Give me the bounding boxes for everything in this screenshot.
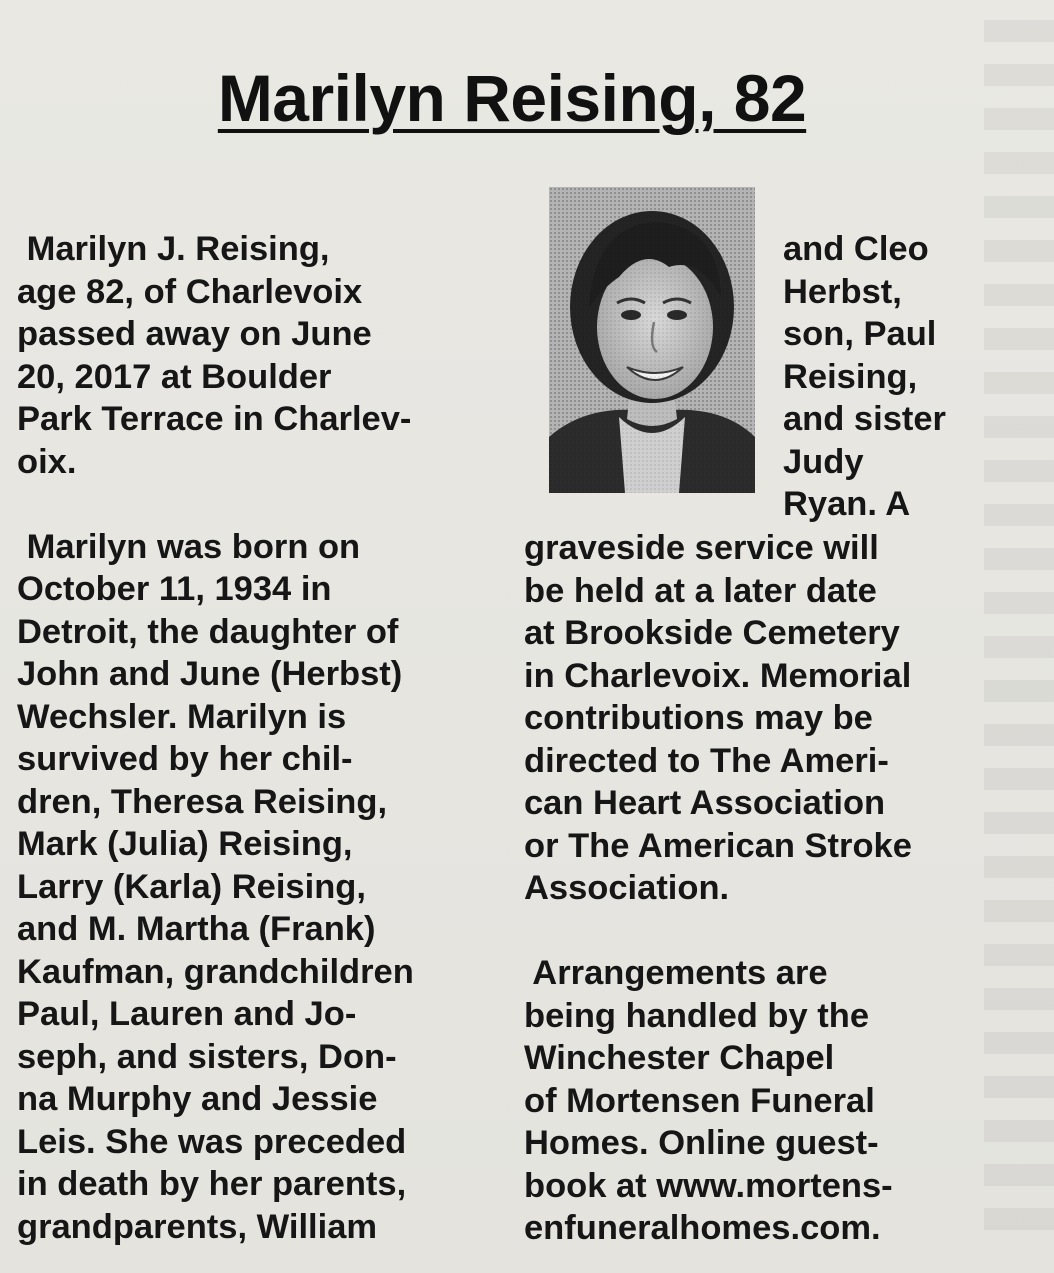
column-left-line: Kaufman, grandchildren (17, 952, 414, 991)
column-right-line: or The American Stroke (524, 826, 912, 865)
column-right-line: being handled by the (524, 996, 870, 1035)
column-right-line: enfuneralhomes.com. (524, 1209, 881, 1247)
column-right-line: Association. (524, 869, 730, 907)
obituary-headline (0, 52, 1024, 144)
column-right-line: Arrangements are (524, 954, 828, 992)
column-left-line: na Murphy and Jessie (17, 1080, 378, 1118)
column-left-line: 20, 2017 at Boulder (17, 357, 332, 396)
column-right-line: can Heart Association (524, 784, 886, 822)
column-right-line: be held at a later date (524, 571, 877, 610)
column-left-line: oix. (17, 442, 77, 481)
column-right-beside-photo-line: Ryan. A (783, 485, 911, 523)
column-left-line: and M. Martha (Frank) (17, 910, 376, 948)
column-left-line: grandparents, William (17, 1207, 378, 1246)
adjacent-column-bleed (984, 20, 1054, 1240)
column-right-line: in Charlevoix. Memorial (524, 656, 912, 695)
column-left-line: dren, Theresa Reising, (17, 782, 388, 821)
column-right-line: Winchester Chapel (524, 1039, 835, 1077)
column-left-line: Marilyn J. Reising, (17, 230, 330, 268)
column-right-line: of Mortensen Funeral (524, 1081, 875, 1120)
column-left-line: Larry (Karla) Reising, (17, 867, 366, 906)
column-left-line: in death by her parents, (17, 1165, 407, 1203)
column-right-beside-photo-line: and Cleo (783, 230, 929, 268)
column-right-beside-photo-line: Judy (783, 442, 864, 481)
column-left-line: age 82, of Charlevoix (17, 272, 363, 311)
portrait-photo (549, 187, 755, 493)
column-right-beside-photo-line: Reising, (783, 357, 918, 396)
column-left-line: survived by her chil- (17, 740, 353, 778)
column-left-line: John and June (Herbst) (17, 655, 403, 693)
portrait-image (549, 187, 755, 493)
column-right-beside-photo-line: son, Paul (783, 315, 937, 353)
column-right-line: graveside service will (524, 529, 879, 567)
column-left-line: October 11, 1934 in (17, 570, 332, 608)
column-right-line: contributions may be (524, 699, 873, 737)
column-right-line: book at www.mortens- (524, 1166, 893, 1205)
column-right-beside-photo-line: and sister (783, 400, 946, 438)
column-right-line: Homes. Online guest- (524, 1124, 879, 1162)
column-left-line: seph, and sisters, Don- (17, 1037, 397, 1076)
column-left-line: Leis. She was preceded (17, 1122, 407, 1161)
column-left-line: passed away on June (17, 315, 372, 353)
column-right-beside-photo-line: Herbst, (783, 272, 902, 311)
column-right-line: at Brookside Cemetery (524, 614, 900, 652)
column-left-line: Wechsler. Marilyn is (17, 697, 347, 736)
column-left-line: Mark (Julia) Reising, (17, 825, 353, 863)
column-left-line: Detroit, the daughter of (17, 612, 399, 651)
column-left-line: Park Terrace in Charlev- (17, 400, 412, 438)
column-right-line: directed to The Ameri- (524, 741, 889, 780)
column-left-line: Marilyn was born on (17, 527, 361, 566)
column-left-line: Paul, Lauren and Jo- (17, 995, 357, 1033)
headline-text: Marilyn Reising, 82 (217, 61, 807, 135)
